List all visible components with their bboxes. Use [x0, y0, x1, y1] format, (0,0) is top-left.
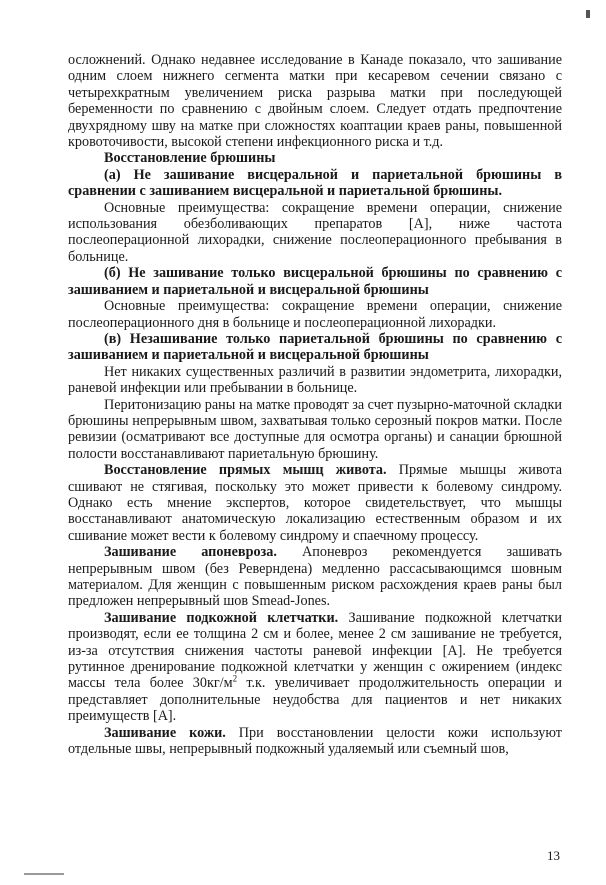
paragraph-peritonization: Перитонизацию раны на матке проводят за счет пузырно-маточной складки брюшины непрерывным швом, захватывая только серозный покров матки. После ревизии (осматривают все доступные для осмотра органы) и санации брюшной полости восстанавливают париетальную брюшину.: [68, 396, 562, 462]
aponeurosis-label: Зашивание апоневроза.: [104, 544, 277, 561]
paragraph-subcutaneous: [68, 610, 562, 725]
scan-artifact-bottom: [24, 873, 64, 875]
section-heading-peritoneum: Восстановление брюшины: [104, 150, 276, 167]
superscript: 2: [232, 673, 238, 684]
skin-text: При восстановлении целости кожи используют отдельные швы, непрерывный подкожный удаляемый или съемный шов,: [68, 724, 562, 758]
subcutaneous-text-1: Зашивание подкожной клетчатки производят, если ее толщина 2 см и более, менее 2 см зашивание не требуется, из-за отсутствия снижения частоты раневой инфекции [A]. Не требуется рутинное дренирование подкожной клетчатки у женщин с ожирением (индекс массы тела более 30кг/м: [68, 609, 562, 692]
paragraph-skin: [68, 725, 562, 758]
paragraph-b: Основные преимущества: сокращение времени операции, снижение послеоперационного дня в больнице и послеоперационной лихорадки.: [68, 298, 562, 331]
paragraph-aponeurosis: [68, 544, 562, 610]
subheading-a: (а) Не зашивание висцеральной и париетальной брюшины в сравнении с зашиванием висцеральной и париетальной брюшины.: [68, 166, 562, 200]
scan-artifact: [586, 10, 590, 18]
skin-label: Зашивание кожи.: [104, 724, 226, 741]
subcutaneous-label: Зашивание подкожной клетчатки.: [104, 609, 339, 626]
muscles-label: Восстановление прямых мышц живота.: [104, 462, 387, 479]
paragraph-muscles: [68, 462, 562, 544]
paragraph-intro: осложнений. Однако недавнее исследование в Канаде показало, что зашивание одним слоем нижнего сегмента матки при кесаревом сечении связано с четырехкратным увеличением риска разрыва матки при последующей беременности по сравнению с двойным слоем. Следует отдать предпочтение двухрядному шву на матке при сложностях коаптации краев раны, повышенной кровоточивости, высокой степени инфекционного риска и т.д.: [68, 52, 562, 151]
paragraph-c: Нет никаких существенных различий в развитии эндометрита, лихорадки, раневой инфекции или пребывании в больнице.: [68, 363, 562, 397]
muscles-text: Прямые мышцы живота сшивают не стягивая, поскольку это может привести к болевому синдрому. Однако есть мнение экспертов, которое свидетельствует, что мышцы восстанавливают анатомическую локализацию естественным образом и их сшивание может вести к болевому синдрому и спаечному процессу.: [68, 462, 562, 544]
subheading-c: (в) Незашивание только париетальной брюшины по сравнению с зашиванием и париетальной и висцеральной брюшины: [68, 330, 562, 364]
subheading-b: (б) Не зашивание только висцеральной брюшины по сравнению с зашиванием и париетальной и висцеральной брюшины: [68, 265, 562, 298]
paragraph-a: Основные преимущества: сокращение времени операции, снижение использования обезболивающих препаратов [A], ниже частота послеоперационной лихорадки, снижение послеоперационного пребывания в больнице.: [68, 199, 562, 265]
subcutaneous-text-2: т.к. увеличивает продолжительность операции и представляет дополнительные неудобства для пациентов и нет никаких преимуществ [A].: [68, 675, 562, 725]
body-text: [68, 52, 562, 757]
aponeurosis-text: Апоневроз рекомендуется зашивать непрерывным швом (без Реверндена) медленно рассасывающимся шовным материалом. Для женщин с повышенным риском расхождения краев раны был предложен непрерывный шов Smead-Jones.: [68, 544, 562, 610]
page-number: 13: [547, 848, 560, 863]
